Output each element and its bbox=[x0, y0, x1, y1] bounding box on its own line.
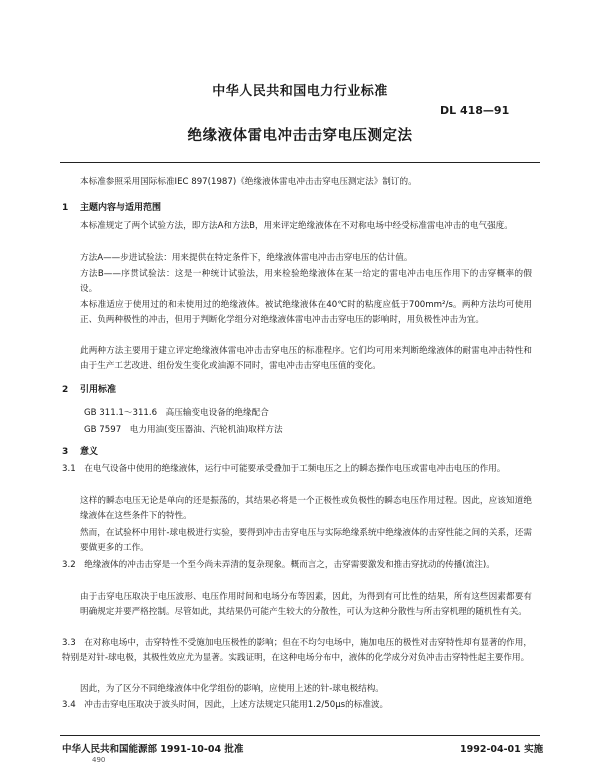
reference-item: GB 7597 电力用油(变压器油、汽轮机油)取样方法 bbox=[84, 425, 283, 435]
section-3-heading bbox=[62, 444, 98, 457]
section-3-number: 3 bbox=[62, 447, 69, 457]
section-3-paragraph-2: 这样的瞬态电压无论是单向的还是振荡的，其结果必将是一个正极性或负极性的瞬态电压作用过程。因此，应该知道绝缘液体在这些条件下的特性。 bbox=[80, 496, 532, 521]
section-1-number: 1 bbox=[62, 203, 69, 213]
section-2-title: 引用标准 bbox=[80, 385, 117, 395]
section-3-paragraph-5: 由于击穿电压取决于电压波形、电压作用时间和电场分布等因素，因此，为得到有可比性的结果，所有这些因素都要有明确规定并要严格控制。尽管如此，其结果仍可能产生较大的分散性，可认为这种分散性与所击穿机理的随机性有关。 bbox=[80, 592, 532, 617]
section-3-paragraph-6: 3.3 在对称电场中，击穿特性不受施加电压极性的影响；但在不均匀电场中，施加电压的极性对击穿特性却有显著的作用，特别是对针-球电极，其极性效应尤为显著。实践证明，在这种电场分布中，液体的化学成分对负冲击击穿特性起主要作用。 bbox=[62, 638, 532, 663]
section-3-title: 意义 bbox=[80, 447, 99, 457]
section-3-paragraph-4: 3.2 绝缘液体的冲击击穿是一个至今尚未弄清的复杂现象。概而言之，击穿需要激发和推击穿扰动的传播(流注)。 bbox=[62, 560, 495, 570]
section-1-paragraph-1: 本标准规定了两个试验方法，即方法A和方法B，用来评定绝缘液体在不对称电场中经受标准雷电冲击的电气强度。 bbox=[80, 221, 513, 231]
section-3-paragraph-3: 然而，在试验杯中用针-球电极进行实验，要得到冲击击穿电压与实际绝缘系统中绝缘液体的击穿性能之间的关系，还需要做更多的工作。 bbox=[80, 528, 532, 553]
section-1-heading bbox=[62, 200, 161, 213]
section-1-paragraph-5: 此两种方法主要用于建立评定绝缘液体雷电冲击击穿电压的标准程序。它们均可用来判断绝缘液体的耐雷电冲击特性和由于生产工艺改进、组份发生变化或油源不同时，雷电冲击击穿电压值的变化。 bbox=[80, 346, 532, 371]
section-3-paragraph-7: 因此，为了区分不同绝缘液体中化学组份的影响，应使用上述的针-球电极结构。 bbox=[80, 684, 384, 694]
implementation-date: 1992-04-01 实施 bbox=[460, 744, 544, 755]
section-1-title: 主题内容与适用范围 bbox=[80, 203, 162, 213]
standard-number: DL 418—91 bbox=[440, 104, 510, 117]
footer-divider bbox=[60, 735, 540, 736]
issuing-organization: 中华人民共和国电力行业标准 bbox=[212, 84, 388, 99]
intro-paragraph: 本标准参照采用国际标准IEC 897(1987)《绝缘液体雷电冲击击穿电压测定法》制订的。 bbox=[80, 177, 417, 187]
section-1-paragraph-3: 方法B——序贯试验法：这是一种统计试验法，用来检验绝缘液体在某一给定的雷电冲击电压作用下的击穿概率的假设。 bbox=[80, 269, 532, 294]
section-2-number: 2 bbox=[62, 385, 69, 395]
section-2-heading bbox=[62, 382, 116, 395]
section-3-paragraph-1: 3.1 在电气设备中使用的绝缘液体，运行中可能要承受叠加于工频电压之上的瞬态操作电压或雷电冲击电压的作用。 bbox=[62, 464, 506, 474]
header-divider bbox=[60, 162, 540, 163]
section-3-paragraph-8: 3.4 冲击击穿电压取决于波头时间，因此，上述方法规定只能用1.2/50μs的标准波。 bbox=[62, 700, 389, 710]
section-1-paragraph-4: 本标准适应于使用过的和未使用过的绝缘液体。被试绝缘液体在40℃时的粘度应低于700mm²/s。两种方法均可使用正、负两种极性的冲击，但用于判断化学组分对绝缘液体雷电冲击击穿电压的影响时，用负极性冲击为宜。 bbox=[80, 300, 532, 325]
section-1-paragraph-2: 方法A——步进试验法：用来提供在特定条件下，绝缘液体雷电冲击击穿电压的估计值。 bbox=[80, 253, 413, 263]
reference-item: GB 311.1～311.6 高压输变电设备的绝缘配合 bbox=[84, 408, 269, 418]
page-number: 490 bbox=[92, 756, 106, 764]
approval-line: 中华人民共和国能源部 1991-10-04 批准 bbox=[62, 744, 244, 755]
document-title: 绝缘液体雷电冲击击穿电压测定法 bbox=[187, 128, 413, 144]
